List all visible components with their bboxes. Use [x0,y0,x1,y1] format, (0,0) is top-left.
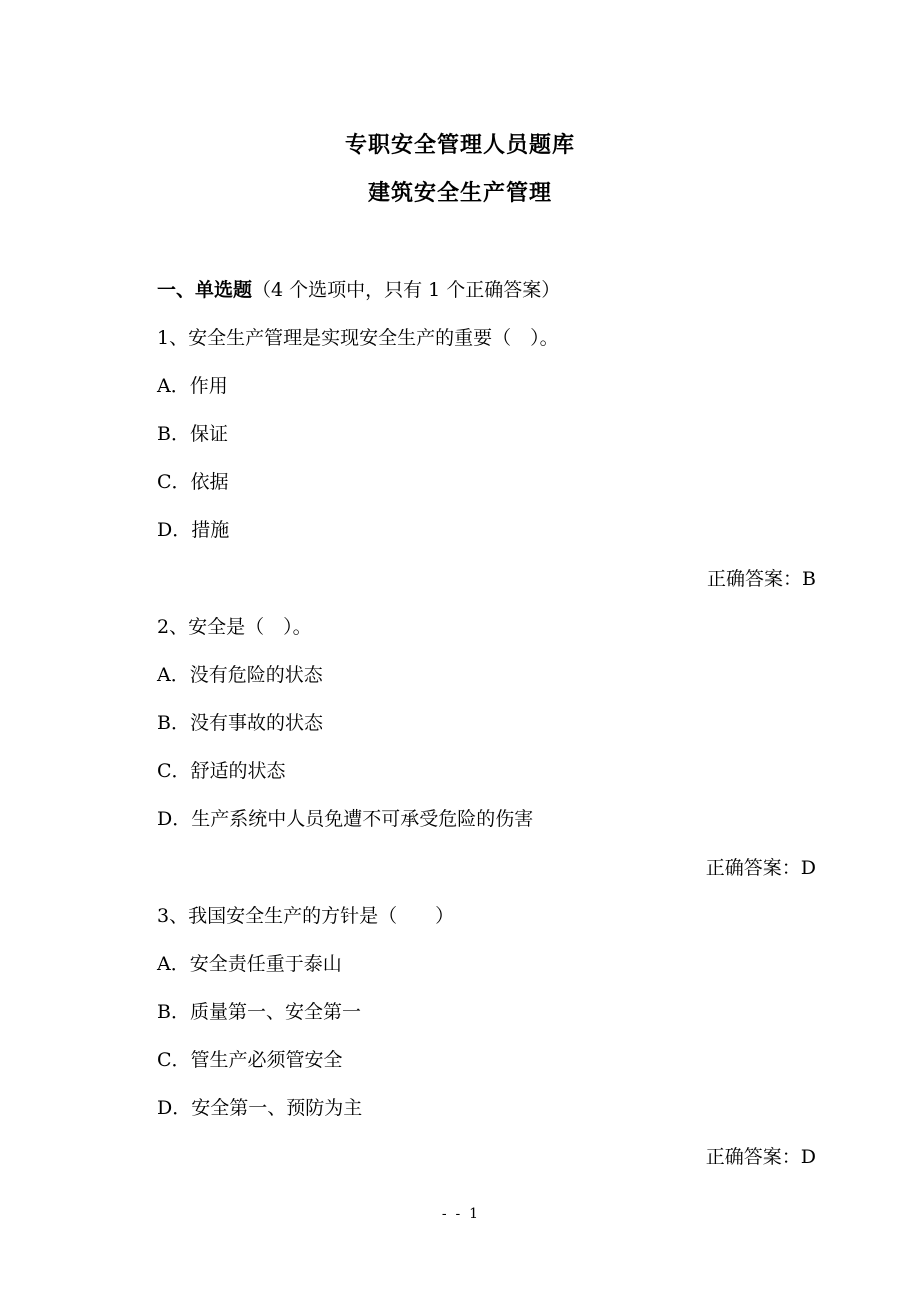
option-c: C．舒适的状态 [157,760,286,782]
option-b: B．保证 [157,423,228,445]
option-d: D．生产系统中人员免遭不可承受危险的伤害 [157,808,534,830]
option-d: D．安全第一、预防为主 [157,1097,363,1119]
option-a: A．安全责任重于泰山 [157,953,342,975]
question-stem: 3、我国安全生产的方针是（ ） [157,905,455,927]
section-heading-line [157,277,560,303]
section-note: （4 个选项中，只有 1 个正确答案） [252,279,561,301]
document-title: 专职安全管理人员题库 [344,132,575,158]
option-c: C．依据 [157,471,229,493]
option-a: A．没有危险的状态 [157,664,323,686]
page-number: - - 1 [441,1206,479,1222]
correct-answer: 正确答案：B [707,568,816,590]
option-b: B．没有事故的状态 [157,712,323,734]
document-subtitle: 建筑安全生产管理 [367,180,552,206]
option-a: A．作用 [157,375,228,397]
option-b: B．质量第一、安全第一 [157,1001,361,1023]
option-c: C．管生产必须管安全 [157,1049,343,1071]
question-stem: 1、安全生产管理是实现安全生产的重要（ ）。 [157,327,559,349]
correct-answer: 正确答案：D [705,857,816,879]
section-heading: 一、单选题 [157,279,253,301]
question-stem: 2、安全是（ ）。 [157,616,312,638]
option-d: D．措施 [157,519,230,541]
correct-answer: 正确答案：D [705,1146,816,1168]
